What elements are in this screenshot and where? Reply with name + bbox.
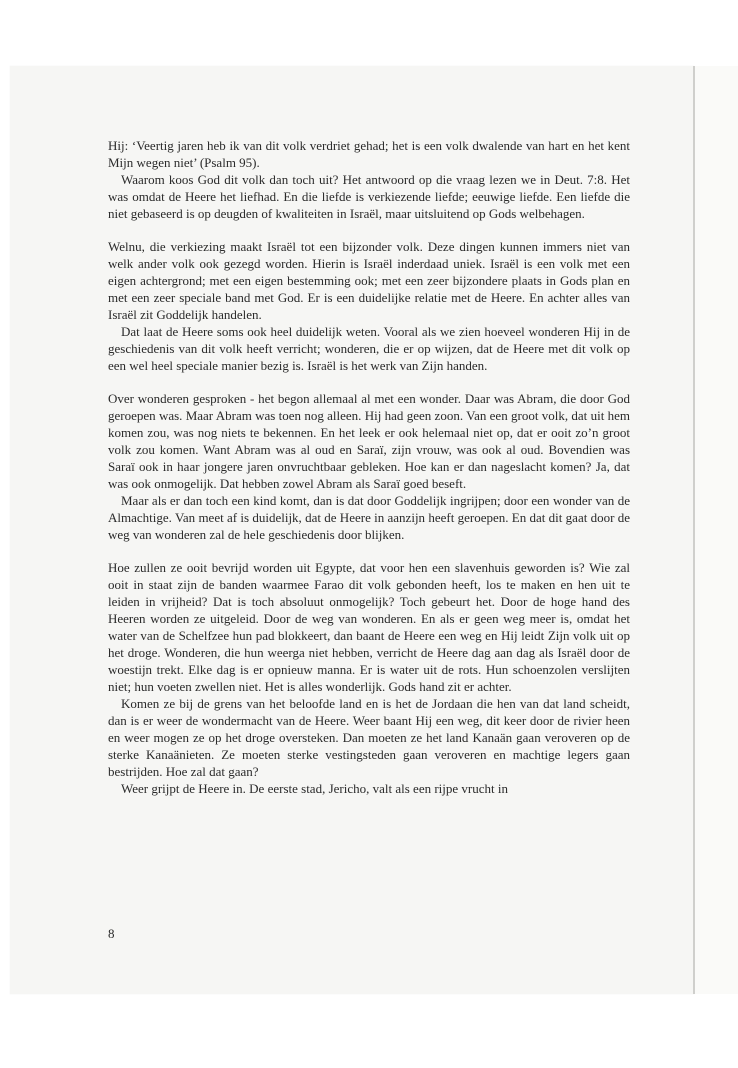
paragraph-9: Weer grijpt de Heere in. De eerste stad, Jericho, valt als een rijpe vrucht in bbox=[121, 781, 508, 796]
paragraph-4: Dat laat de Heere soms ook heel duidelijk weten. Vooral als we zien hoeveel wonderen Hij in de geschiedenis van dit volk heeft verricht; wonderen, die er op wijzen, dat de Heere met dit volk op een wel heel speciale manier bezig is. Israël is het werk van Zijn handen. bbox=[108, 324, 630, 373]
paragraph-6: Maar als er dan toch een kind komt, dan is dat door Goddelijk ingrijpen; door een wonder van de Almachtige. Van meet af is duidelijk, dat de Heere in aanzijn heeft geroepen. En dat dit gaat door de weg van wonderen zal de hele geschiedenis door blijken. bbox=[108, 493, 630, 542]
paragraph-8: Komen ze bij de grens van het beloofde land en is het de Jordaan die hen van dat land scheidt, dan is er weer de wondermacht van de Heere. Weer baant Hij een weg, dit keer door de rivier heen en weer mogen ze op het droge oversteken. Dan moeten ze het land Kanaän gaan veroveren op de sterke Kanaänieten. Ze moeten sterke vestingsteden gaan veroveren en machtige legers gaan bestrijden. Hoe zal dat gaan? bbox=[108, 696, 630, 779]
paragraph-1: Hij: ‘Veertig jaren heb ik van dit volk verdriet gehad; het is een volk dwalende van hart en het kent Mijn wegen niet’ (Psalm 95). bbox=[108, 138, 630, 170]
page-number: 8 bbox=[108, 926, 115, 941]
body-text bbox=[108, 137, 630, 797]
paragraph-2: Waarom koos God dit volk dan toch uit? Het antwoord op die vraag lezen we in Deut. 7:8. Het was omdat de Heere het liefhad. En die liefde is verkiezende liefde; eeuwige liefde. Een liefde die niet gebaseerd is op deugden of kwaliteiten in Israël, maar uitsluitend op Gods welbehagen. bbox=[108, 172, 630, 221]
paragraph-7: Hoe zullen ze ooit bevrijd worden uit Egypte, dat voor hen een slavenhuis geworden is? Wie zal ooit in staat zijn de banden waarmee Farao dit volk gebonden heeft, los te maken en hen uit te leiden in vrijheid? Dat is toch absoluut onmogelijk? Toch gebeurt het. Door de hoge hand des Heeren worden ze uitgeleid. Door de weg van wonderen. En als er geen weg meer is, omdat het water van de Schelfzee hun pad blokkeert, dan baant de Heere een weg en Hij leidt Zijn volk uit op het droge. Wonderen, die hun weerga niet hebben, verricht de Heere dag aan dag als Israël door de woestijn trekt. Elke dag is er opnieuw manna. Er is water uit de rots. Hun schoenzolen verslijten niet; hun voeten zwellen niet. Het is alles wonderlijk. Gods hand zit er achter. bbox=[108, 560, 630, 694]
paragraph-3: Welnu, die verkiezing maakt Israël tot een bijzonder volk. Deze dingen kunnen immers niet van welk ander volk ook gezegd worden. Hierin is Israël inderdaad uniek. Israël is een volk met een eigen achtergrond; met een eigen bestemming ook; met een zeer bijzondere plaats in Gods plan en met een zeer speciale band met God. Er is een duidelijke relatie met de Heere. En achter alles van Israël zit Goddelijk handelen. bbox=[108, 239, 630, 322]
adjacent-page-edge bbox=[695, 66, 738, 994]
paragraph-5: Over wonderen gesproken - het begon allemaal al met een wonder. Daar was Abram, die door God geroepen was. Maar Abram was toen nog alleen. Hij had geen zoon. Van een groot volk, dat uit hem komen zou, was nog niets te bekennen. En het leek er ook helemaal niet op, dat er ooit zo’n groot volk zou komen. Want Abram was al oud en Saraï, zijn vrouw, was ook al oud. Bovendien was Saraï ook in haar jongere jaren onvruchtbaar gebleken. Hoe kan er dan nageslacht komen? Ja, dat was ook onmogelijk. Dat hebben zowel Abram als Saraï goed beseft. bbox=[108, 391, 630, 491]
